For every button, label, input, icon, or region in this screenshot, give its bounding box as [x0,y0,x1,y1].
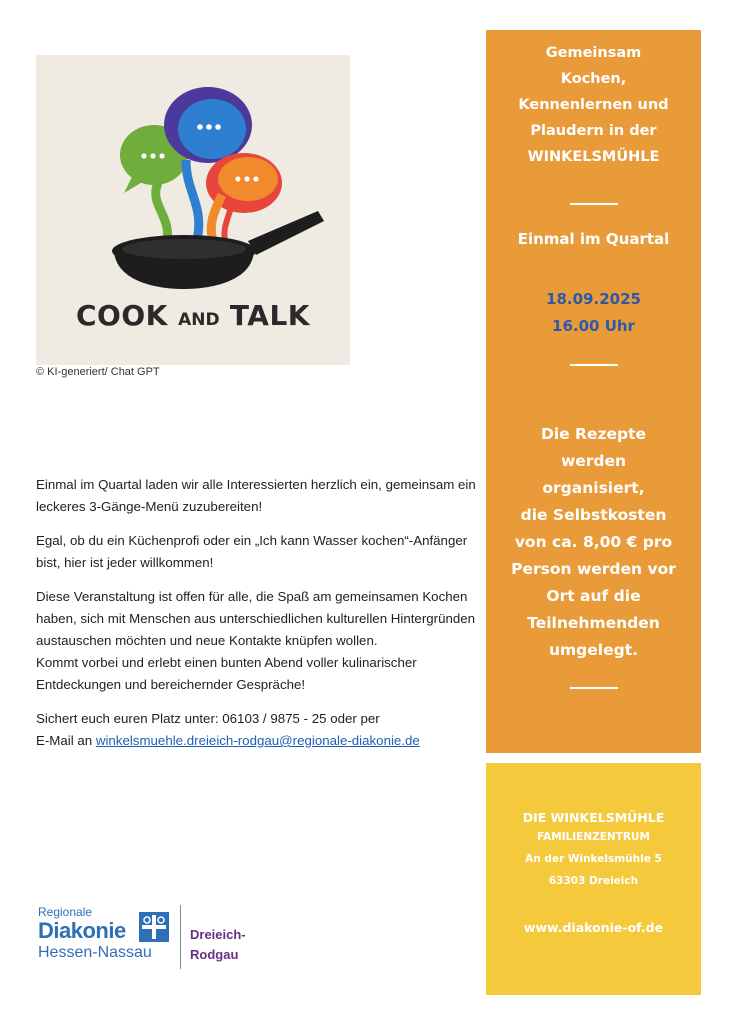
contact-website[interactable]: www.diakonie-of.de [523,920,664,935]
divider [570,687,618,689]
contact-panel [486,763,701,995]
logo-wordmark [36,299,350,332]
event-date-time [486,286,701,340]
registration-phone-text: Sichert euch euren Platz unter: 06103 / 9875 - 25 oder per [36,711,380,726]
title-line: WINKELSMÜHLE [527,149,660,165]
logo-regionale: Regionale [38,905,93,919]
cost-line: umgelegt. [548,641,638,659]
cost-line: Teilnehmenden [527,614,660,632]
event-description [36,474,476,764]
logo-hessen-nassau: Hessen-Nassau [38,944,152,961]
email-prefix: E-Mail an [36,733,96,748]
region-line-2: Rodgau [190,947,239,962]
event-title [486,40,701,170]
contact-subtitle: FAMILIENZENTRUM [537,831,650,843]
logo-divider [180,905,181,969]
paragraph-registration [36,708,476,752]
cost-line: werden [560,452,627,470]
region-line-1: Dreieich- [190,927,246,942]
contact-city: 63303 Dreieich [548,875,639,887]
purple-speech-bubble [164,87,252,163]
logo-text-cook: COOK [76,299,168,332]
cost-line: von ca. 8,00 € pro [514,533,673,551]
paragraph-invitation: Kommt vorbei und erlebt einen bunten Abend voller kulinarischer Entdeckungen und bereichernder Gespräche! [36,655,417,692]
logo-region [190,925,246,965]
cook-and-talk-logo [36,55,350,365]
event-frequency: Einmal im Quartal [517,230,670,248]
contact-street: An der Winkelsmühle 5 [525,853,662,865]
paragraph-open-for-all: Diese Veranstaltung ist offen für alle, die Spaß am gemeinsamen Kochen haben, sich mit Menschen aus unterschiedlichen kulturellen Hintergründen austauschen möchten und neue Kontakte knüpfen wollen. [36,589,476,648]
title-line: Kennenlernen und [518,97,669,113]
logo-text-and: AND [178,310,220,330]
cost-info [486,421,701,664]
diakonie-logo [38,905,268,975]
diakonie-cross-icon [138,911,170,943]
contact-name: DIE WINKELSMÜHLE [522,810,665,825]
cost-line: Ort auf die [546,587,641,605]
logo-text-talk: TALK [229,299,310,332]
divider [570,364,618,366]
cost-line: die Selbstkosten [520,506,667,524]
email-link[interactable]: winkelsmuehle.dreieich-rodgau@regionale-diakonie.de [95,733,420,748]
logo-diakonie: Diakonie [38,918,126,943]
cost-line: Person werden vor [511,560,676,578]
paragraph-welcome: Egal, ob du ein Küchenprofi oder ein „Ich kann Wasser kochen“-Anfänger bist, hier ist jeder willkommen! [36,533,468,570]
event-info-panel [486,30,701,753]
frying-pan-icon [112,211,324,289]
title-line: Plaudern in der [530,123,657,139]
image-credit: © KI-generiert/ Chat GPT [36,366,160,378]
divider [570,203,618,205]
paragraph-intro: Einmal im Quartal laden wir alle Interessierten herzlich ein, gemeinsam ein leckeres 3-Gänge-Menü zuzubereiten! [36,477,476,514]
title-line: Gemeinsam [545,45,642,61]
title-line: Kochen, [560,71,627,87]
cost-line: organisiert, [542,479,645,497]
event-date: 18.09.2025 [546,290,641,308]
event-time: 16.00 Uhr [552,317,635,335]
cost-line: Die Rezepte [540,425,647,443]
